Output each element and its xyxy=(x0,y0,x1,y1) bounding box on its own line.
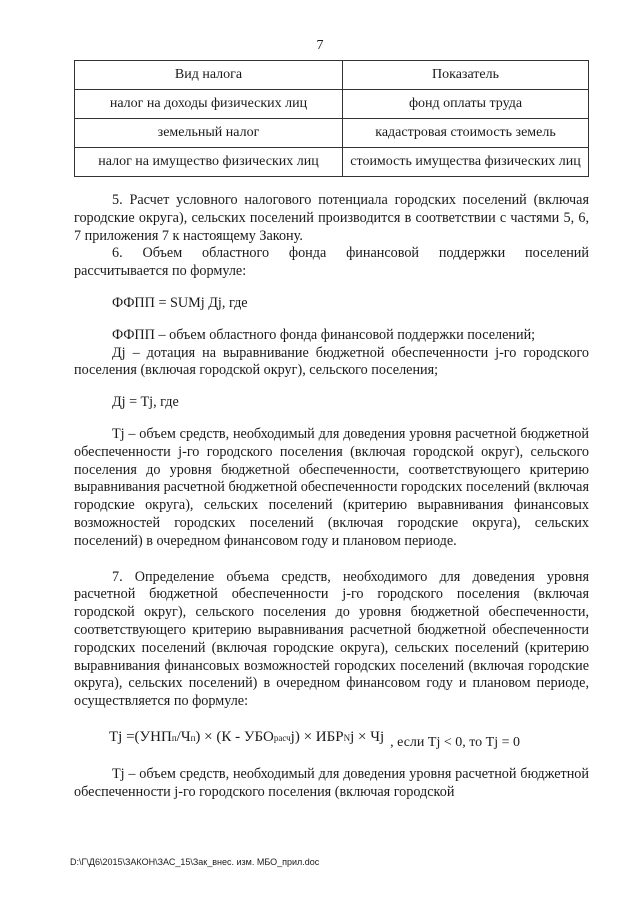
table-row xyxy=(75,148,589,177)
formula-dj: Дj = Tj, где xyxy=(112,394,179,411)
page-number: 7 xyxy=(316,38,324,53)
document-body xyxy=(74,192,589,801)
formula-tj: Tj = (УНП п /Ч п ) × (К - УБО расч j) × ИБР N j × Чj , если Tj < 0, то Tj = 0 xyxy=(109,728,521,750)
table-cell: стоимость имущества физических лиц xyxy=(343,148,589,177)
definition-tj-continued: Tj – объем средств, необходимый для доведения уровня расчетной бюджетной обеспеченности j-го городского поселения (включая городской xyxy=(74,765,589,800)
tax-indicator-table xyxy=(74,60,589,177)
file-path-footer: D:\Г\Д6\2015\ЗАКОН\ЗАС_15\Зак_внес. изм. МБО_прил.doc xyxy=(70,857,320,867)
definition-dj: Дj – дотация на выравнивание бюджетной обеспеченности j-го городского поселения (включая городской округ), сельского поселения; xyxy=(74,344,589,379)
table-row xyxy=(75,119,589,148)
table-cell: налог на доходы физических лиц xyxy=(75,90,343,119)
table-header-row xyxy=(75,61,589,90)
paragraph-5: 5. Расчет условного налогового потенциала городских поселений (включая городские округа), сельских поселений производится в соответствии с частями 5, 6, 7 приложения 7 к настоящему Закону. xyxy=(74,192,589,244)
definition-tj: Tj – объем средств, необходимый для доведения уровня расчетной бюджетной обеспеченности j-го городского поселения (включая городской округ), сельского поселения до уровня бюджетной обеспеченности, соответствующего критерию выравнивания расчетной бюджетной обеспеченности городских поселений (включая городские округа), сельских поселений (критерию выравнивания финансовых возможностей городских поселений (включая городские округа), сельских поселений) в очередном финансовом году и плановом периоде. xyxy=(74,425,589,549)
table-cell: фонд оплаты труда xyxy=(343,90,589,119)
table-header-cell: Показатель xyxy=(343,61,589,90)
formula-ffpp: ФФПП = SUMj Дj, где xyxy=(112,294,248,311)
table-cell: налог на имущество физических лиц xyxy=(75,148,343,177)
table-row xyxy=(75,90,589,119)
paragraph-7: 7. Определение объема средств, необходимого для доведения уровня расчетной бюджетной обеспеченности j-го городского поселения (включая городской округ), сельского поселения до уровня бюджетной обеспеченности, соответствующего критерию выравнивания расчетной бюджетной обеспеченности городских поселений (включая городские округа), сельских поселений (критерию выравнивания финансовых возможностей городских поселений (включая городские округа), сельских поселений) в очередном финансовом году и плановом периоде, осуществляется по формуле: xyxy=(74,568,589,710)
definition-ffpp: ФФПП – объем областного фонда финансовой поддержки поселений; xyxy=(112,326,536,343)
table-cell: кадастровая стоимость земель xyxy=(343,119,589,148)
table-header-cell: Вид налога xyxy=(75,61,343,90)
paragraph-6: 6. Объем областного фонда финансовой поддержки поселений рассчитывается по формуле: xyxy=(74,245,589,280)
formula-condition: , если Tj < 0, то Tj = 0 xyxy=(390,734,521,750)
table-cell: земельный налог xyxy=(75,119,343,148)
